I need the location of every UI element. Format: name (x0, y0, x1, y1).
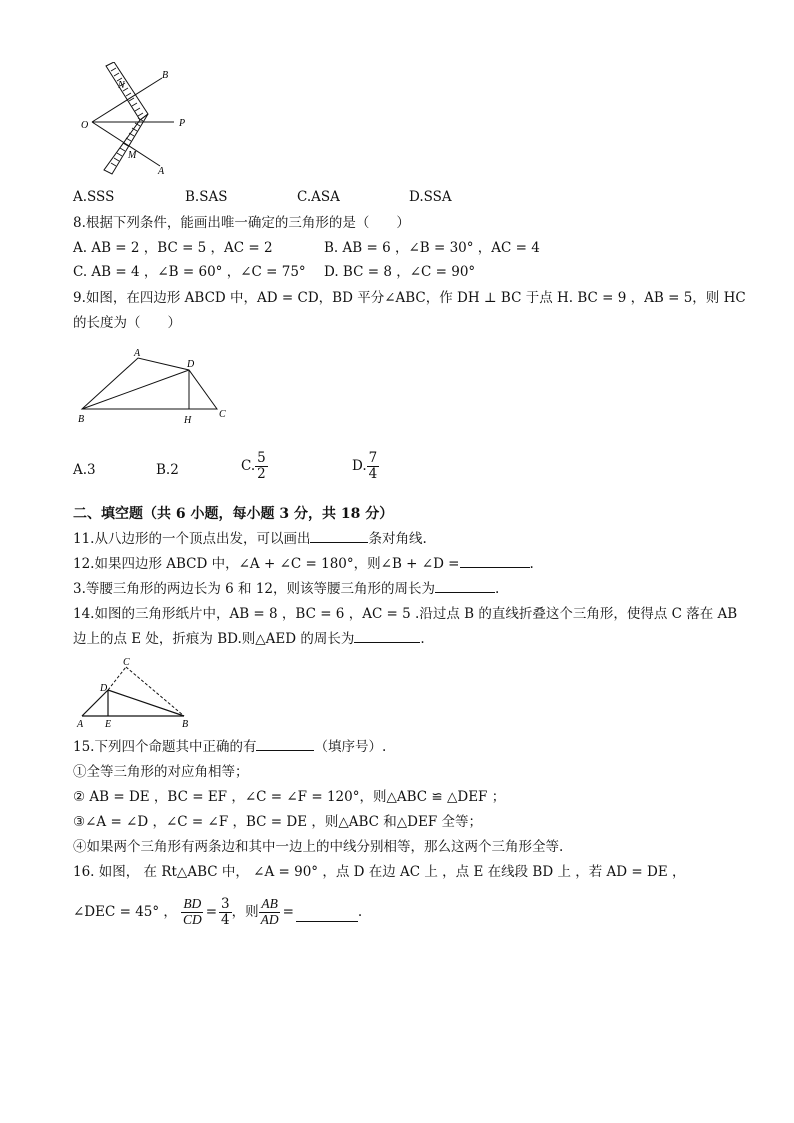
q7-option-d: D.SSA (409, 189, 452, 205)
answer-blank (460, 566, 530, 568)
fraction-3-4 (219, 897, 232, 928)
fraction-denominator: 2 (257, 465, 266, 482)
answer-blank (354, 641, 420, 643)
segment-bd (82, 370, 189, 409)
figure-folded-triangle (74, 656, 204, 730)
fraction-denominator: AD (260, 911, 279, 927)
fraction-denominator: CD (182, 911, 202, 927)
q11 (73, 533, 427, 547)
q9-stem-line1: 9.如图，在四边形 ABCD 中，AD = CD，BD 平分∠ABC，作 DH ⊥ BC 于点 H. BC = 9 ，AB = 5，则 HC (73, 290, 746, 306)
q9-stem-line2: 的长度为（ ） (73, 315, 181, 331)
label-b: B (162, 70, 169, 81)
q13-stem-end: . (495, 581, 500, 597)
label-o: O (81, 120, 89, 131)
answer-blank (296, 920, 358, 922)
q7-option-c: C.ASA (297, 189, 340, 205)
label-d: D (100, 683, 108, 694)
equals-sign: = (205, 903, 218, 920)
q9-option-a: A.3 (73, 462, 96, 478)
q9-option-d-fraction (367, 451, 380, 482)
q15-item-4: ④如果两个三角形有两条边和其中一边上的中线分别相等，那么这两个三角形全等. (73, 839, 564, 855)
label-a: A (77, 719, 84, 730)
q16-stem-end: . (357, 903, 363, 920)
label-h: H (184, 415, 192, 426)
q9-option-d-label: D. (352, 457, 367, 474)
q16-then: ，则 (231, 903, 259, 920)
q8-option-b: B. AB = 6 ，∠B = 30° ，AC = 4 (324, 240, 540, 256)
q14-stem-end: . (420, 631, 425, 647)
q11-stem-end: 条对角线. (368, 531, 427, 547)
q9-option-c-label: C. (241, 457, 256, 474)
q8-option-c: C. AB = 4 ，∠B = 60° ，∠C = 75° (73, 264, 306, 280)
q15-item-2: ② AB = DE ，BC = EF ，∠C = ∠F = 120°，则△ABC ≌ △DEF ； (73, 789, 506, 805)
q8-option-d: D. BC = 8 ，∠C = 90° (324, 264, 476, 280)
q15-item-1: ①全等三角形的对应角相等； (73, 764, 249, 780)
label-n: N (118, 80, 125, 91)
q16-stem-line1: 16. 如图， 在 Rt△ABC 中， ∠A = 90° ，点 D 在边 AC 上 ，点 E 在线段 BD 上 ，若 AD = DE ， (73, 864, 686, 880)
label-e: E (105, 719, 112, 730)
answer-blank (310, 541, 368, 543)
fraction-denominator: 4 (221, 911, 230, 928)
fraction-numerator: 3 (221, 896, 230, 912)
label-p: P (179, 118, 186, 129)
fraction-numerator: 5 (257, 450, 266, 466)
segment-cb-dashed (126, 667, 184, 716)
ray-oa (92, 122, 160, 166)
q16-angle-condition: ∠DEC = 45° ， (73, 903, 177, 920)
label-b: B (182, 719, 189, 730)
q15-stem-text: 15.下列四个命题其中正确的有 (73, 739, 257, 755)
q12-stem: 12.如果四边形 ABCD 中，∠A + ∠C = 180°，则∠B + ∠D = (73, 556, 460, 572)
label-a: A (158, 166, 165, 177)
q9-option-c-fraction (255, 451, 268, 482)
q12 (73, 558, 534, 572)
fraction-denominator: 4 (368, 465, 378, 482)
fraction-numerator: AB (261, 896, 278, 911)
q14-stem: 边上的点 E 处，折痕为 BD.则△AED 的周长为 (73, 631, 355, 647)
q11-stem: 11.从八边形的一个顶点出发，可以画出 (73, 531, 311, 547)
figure-quadrilateral-abcd (74, 346, 234, 428)
q9-option-d (352, 451, 379, 482)
answer-blank (435, 591, 495, 593)
segment-db (108, 690, 184, 716)
q13 (73, 583, 499, 597)
q16-stem-line2 (73, 897, 362, 928)
figure-angle-bisector (78, 62, 198, 177)
label-c: C (123, 657, 130, 668)
label-a: A (134, 348, 141, 359)
label-d: D (187, 359, 195, 370)
fraction-ab-ad (259, 897, 281, 928)
segment-dc-dashed (108, 667, 126, 690)
q8-stem: 8.根据下列条件，能画出唯一确定的三角形的是（ ） (73, 215, 410, 231)
q13-stem: 3.等腰三角形的两边长为 6 和 12，则该等腰三角形的周长为 (73, 581, 436, 597)
q9-option-c (241, 451, 268, 482)
q14-stem-line1: 14.如图的三角形纸片中，AB = 8 ，BC = 6 ，AC = 5 .沿过点 B 的直线折叠这个三角形，使得点 C 落在 AB (73, 606, 738, 622)
label-c: C (219, 409, 226, 420)
fraction-numerator: BD (183, 896, 202, 911)
q15-stem (73, 741, 386, 755)
equals-sign: = (282, 903, 294, 920)
label-b: B (78, 414, 85, 425)
q15-item-3: ③∠A = ∠D ，∠C = ∠F ，BC = DE ，则△ABC 和△DEF 全等； (73, 814, 482, 830)
q12-stem-end: . (529, 556, 534, 572)
label-m: M (128, 150, 137, 161)
ray-ob (92, 78, 162, 122)
q9-option-b: B.2 (156, 462, 179, 478)
q14-stem-line2 (73, 633, 425, 647)
q8-option-a: A. AB = 2 ，BC = 5 ，AC = 2 (73, 240, 273, 256)
q7-option-a: A.SSS (73, 189, 115, 205)
q15-stem-end: （填序号）. (314, 739, 387, 755)
fraction-bd-cd (181, 897, 204, 928)
answer-blank (256, 749, 314, 751)
fraction-numerator: 7 (368, 450, 378, 466)
q7-option-b: B.SAS (185, 189, 228, 205)
section-heading: 二、填空题（共 6 小题，每小题 3 分，共 18 分） (73, 506, 394, 522)
